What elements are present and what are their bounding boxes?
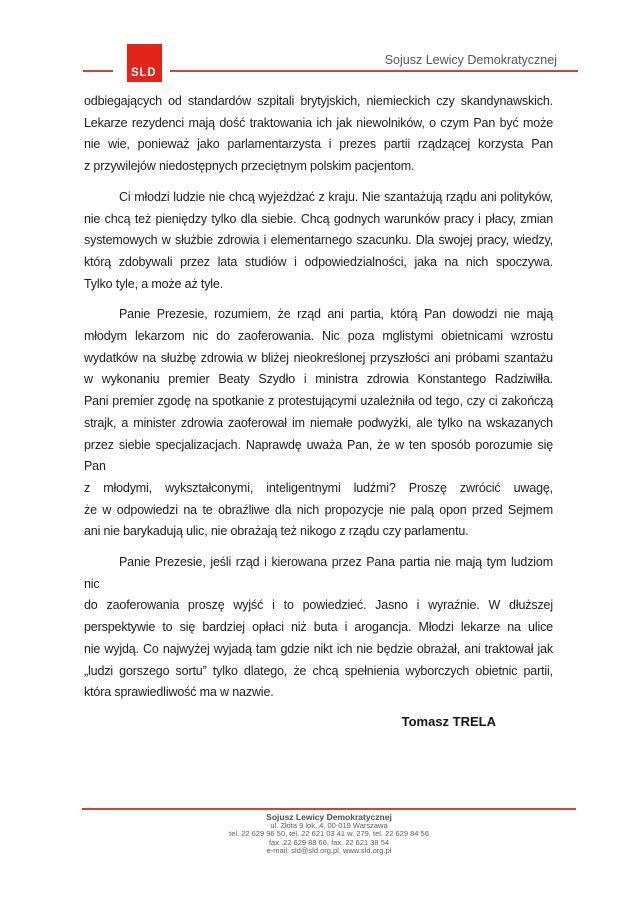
body-line: że w odpowiedzi na te obraźliwe dla nich propozycje nie palą opon przed Sejmem	[84, 502, 553, 517]
footer-rule	[82, 808, 576, 810]
body-line: odbiegających od standardów szpitali brytyjskich, niemieckich czy skandynawskich.	[84, 94, 553, 108]
body-line: która sprawiedliwość ma w nazwie.	[84, 685, 274, 700]
body-line: Lekarze rezydenci mają dość traktowania ich jak niewolników, o czym Pan być może	[84, 115, 553, 130]
body-line: ani nie barykadują ulic, nie obrażają też nikogo z rządu czy parlamentu.	[84, 524, 469, 539]
footer-email-web: e-mail: sld@sld.org.pl, www.sld.org.pl	[266, 846, 392, 856]
body-line: którą zdobywali przez lata studiów i odpowiedzialności, jaka na nich spoczywa.	[84, 254, 553, 269]
body-line: w wykonaniu premier Beaty Szydło i ministra zdrowia Konstantego Radziwiłła.	[84, 372, 553, 387]
footer	[82, 813, 576, 856]
sld-logo	[127, 44, 162, 82]
footer-phones: tel. 22 629 96 50, tel. 22 621 03 41 w. 279, tel. 22 629 84 56	[229, 829, 429, 839]
paragraph	[84, 91, 553, 178]
body-line: Panie Prezesie, rozumiem, że rząd ani partia, którą Pan dowodzi nie mają	[119, 307, 553, 322]
paragraph	[84, 304, 553, 543]
header-org-name: Sojusz Lewicy Demokratycznej	[384, 53, 557, 67]
letter-body	[84, 91, 553, 704]
body-line: nie wyjdą. Co najwyżej wyjadą tam gdzie nikt ich nie będzie obrażał, ani traktował jak	[84, 641, 553, 656]
footer-fax: fax. 22 629 88 66, fax. 22 621 38 54	[268, 837, 390, 847]
body-line: z młodymi, wykształconymi, inteligentnymi ludźmi? Proszę zwrócić uwagę,	[84, 480, 553, 495]
body-line: nie chcą też pieniędzy tylko dla siebie. Chcą godnych warunków pracy i płacy, zmian	[84, 211, 553, 226]
body-line: młodym lekarzom nic do zaoferowania. Nic poza mglistymi obietnicami wzrostu	[84, 329, 553, 344]
body-line: do zaoferowania proszę wyjść i to powiedzieć. Jasno i wyraźnie. W dłuższej	[84, 598, 553, 613]
paragraph	[84, 187, 553, 296]
paragraph	[84, 552, 553, 704]
body-line: przez siebie specjalizacjach. Naprawdę uważa Pan, że w ten sposób porozumie się Pan	[84, 437, 553, 474]
footer-org-name: Sojusz Lewicy Demokratycznej	[266, 812, 392, 822]
body-line: systemowych w służbie zdrowia i elementarnego szacunku. Dla swojej pracy, wiedzy,	[84, 233, 553, 248]
body-line: Ci młodzi ludzie nie chcą wyjeżdżać z kraju. Nie szantażują rządu ani polityków,	[119, 189, 553, 204]
body-line: perspektywie to się bardziej opłaci niż buta i arogancja. Młodzi lekarze na ulice	[84, 620, 553, 635]
body-line: Pani premier zgodę na spotkanie z protestującymi uzależniła od tego, czy ci zakończą	[84, 394, 553, 409]
header-rule-right	[170, 70, 578, 72]
body-line: z przywilejów niedostępnych przeciętnym polskim pacjentom.	[84, 159, 415, 174]
body-line: Tylko tyle, a może aż tyle.	[84, 276, 224, 291]
body-line: Panie Prezesie, jeśli rząd i kierowana przez Pana partia nie mają tym ludziom nic	[84, 555, 553, 591]
footer-address: ul. Złota 9 lok. 4, 00-019 Warszawa	[270, 820, 388, 830]
body-line: „ludzi gorszego sortu” tylko dlatego, że chcą spełnienia wyborczych obietnic partii,	[84, 663, 553, 678]
body-line: wydatków na służbę zdrowia w bliżej nieokreślonej przyszłości ani próbami szantażu	[84, 350, 553, 365]
sld-logo-text: SLD	[131, 66, 157, 79]
signature-name: Tomasz TRELA	[401, 714, 496, 729]
body-line: nie wie, ponieważ jako parlamentarzysta i prezes partii rządzącej korzysta Pan	[84, 137, 553, 152]
header-rule-left	[83, 70, 113, 72]
body-line: strajk, a minister zdrowia zaoferował im niemałe podwyżki, ale tylko na wskazanych	[84, 415, 553, 430]
